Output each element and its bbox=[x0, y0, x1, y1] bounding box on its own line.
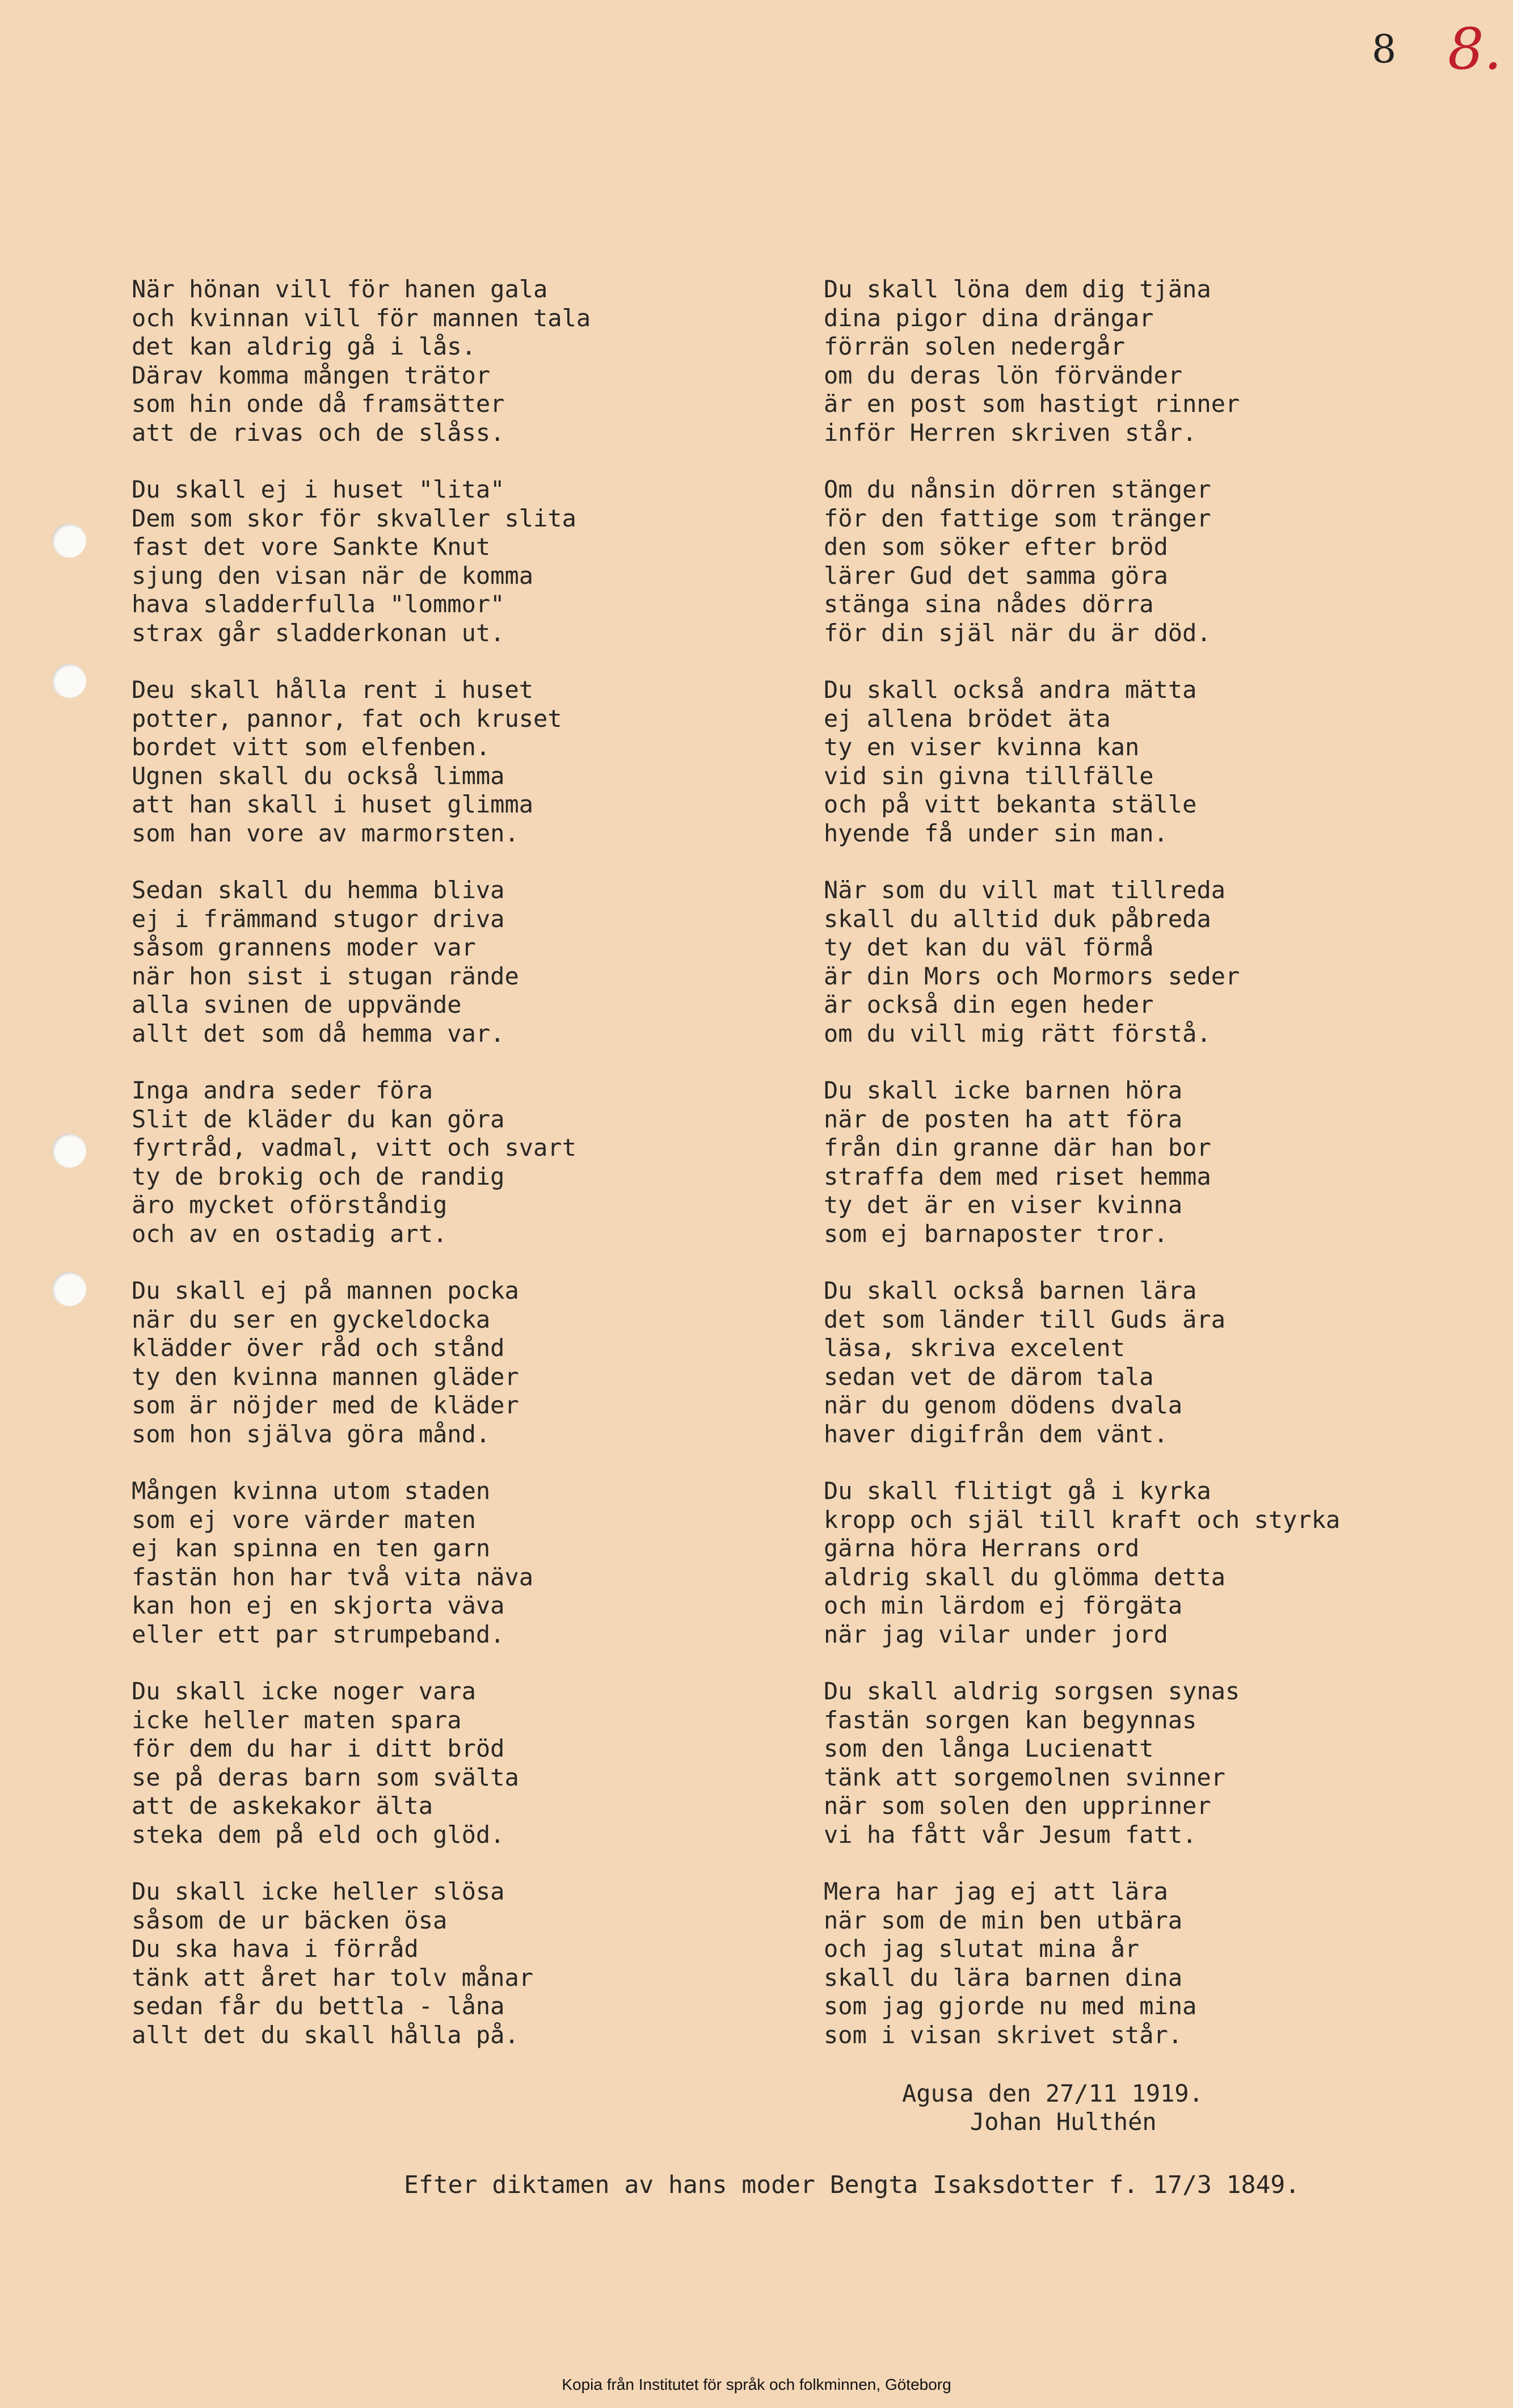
stanza bbox=[824, 1477, 1476, 1649]
verse-line: när hon sist i stugan rände bbox=[132, 962, 519, 990]
verse-line: hyende få under sin man. bbox=[824, 819, 1168, 847]
verse-line: som jag gjorde nu med mina bbox=[824, 1992, 1197, 2020]
verse-line: stänga sina nådes dörra bbox=[824, 590, 1154, 618]
verse-line: Mången kvinna utom staden bbox=[132, 1477, 491, 1505]
verse-line: och på vitt bekanta ställe bbox=[824, 790, 1197, 818]
verse-line: som i visan skrivet står. bbox=[824, 2020, 1183, 2049]
verse-line: och kvinnan vill för mannen tala bbox=[132, 304, 591, 332]
stanza bbox=[132, 876, 722, 1048]
verse-line: inför Herren skriven står. bbox=[824, 418, 1197, 447]
verse-line: se på deras barn som svälta bbox=[132, 1763, 519, 1791]
verse-line: som ej vore värder maten bbox=[132, 1505, 476, 1534]
archive-footer: Kopia från Institutet för språk och folkminnen, Göteborg bbox=[562, 2376, 951, 2393]
verse-line: ty det är en viser kvinna bbox=[824, 1191, 1183, 1219]
verse-line: läsa, skriva excelent bbox=[824, 1334, 1126, 1362]
verse-line: dina pigor dina drängar bbox=[824, 304, 1154, 332]
verse-line: fyrtråd, vadmal, vitt och svart bbox=[132, 1134, 576, 1161]
stanza bbox=[132, 1076, 722, 1248]
verse-line: ej kan spinna en ten garn bbox=[132, 1534, 491, 1562]
verse-line: från din granne där han bor bbox=[824, 1134, 1211, 1161]
verse-line: det kan aldrig gå i lås. bbox=[132, 332, 476, 360]
verse-line: fastän sorgen kan begynnas bbox=[824, 1706, 1197, 1734]
verse-line: När hönan vill för hanen gala bbox=[132, 275, 548, 303]
signature-date: Agusa den 27/11 1919. bbox=[902, 2079, 1204, 2107]
verse-line: sedan får du bettla - låna bbox=[132, 1992, 505, 2020]
stanza bbox=[132, 1877, 722, 2049]
verse-line: såsom grannens moder var bbox=[132, 933, 476, 961]
verse-line: sjung den visan när de komma bbox=[132, 561, 534, 590]
verse-line: strax går sladderkonan ut. bbox=[132, 618, 505, 647]
verse-line: vid sin givna tillfälle bbox=[824, 761, 1154, 790]
verse-line: ty de brokig och de randig bbox=[132, 1162, 505, 1190]
verse-line: när du genom dödens dvala bbox=[824, 1391, 1183, 1419]
stanza bbox=[824, 876, 1476, 1048]
verse-line: ej allena brödet äta bbox=[824, 704, 1111, 732]
verse-line: som är nöjder med de kläder bbox=[132, 1391, 519, 1419]
verse-line: Du skall ej på mannen pocka bbox=[132, 1277, 519, 1304]
verse-line: Du skall icke noger vara bbox=[132, 1677, 476, 1705]
verse-line: tänk att året har tolv månar bbox=[132, 1963, 534, 1992]
verse-line: ej i främmand stugor driva bbox=[132, 904, 505, 933]
verse-line: vi ha fått vår Jesum fatt. bbox=[824, 1820, 1197, 1849]
stanza bbox=[824, 676, 1476, 848]
verse-line: Du skall också andra mätta bbox=[824, 676, 1197, 704]
punch-hole bbox=[52, 524, 86, 558]
verse-line: äro mycket oförståndig bbox=[132, 1191, 448, 1219]
verse-line: kropp och själ till kraft och styrka bbox=[824, 1505, 1341, 1534]
verse-line: Du skall icke barnen höra bbox=[824, 1076, 1183, 1104]
verse-line: att de askekakor älta bbox=[132, 1792, 433, 1820]
verse-line: bordet vitt som elfenben. bbox=[132, 733, 491, 761]
verse-line: kan hon ej en skjorta väva bbox=[132, 1592, 505, 1619]
verse-line: och jag slutat mina år bbox=[824, 1935, 1140, 1963]
verse-line: är en post som hastigt rinner bbox=[824, 390, 1240, 418]
verse-line: att de rivas och de slåss. bbox=[132, 418, 505, 447]
verse-line: straffa dem med riset hemma bbox=[824, 1162, 1211, 1190]
verse-line: är också din egen heder bbox=[824, 991, 1154, 1018]
verse-line: sedan vet de därom tala bbox=[824, 1362, 1154, 1391]
page-number: 8 bbox=[1372, 27, 1397, 72]
verse-line: Du skall icke heller slösa bbox=[132, 1877, 505, 1905]
verse-line: Sedan skall du hemma bliva bbox=[132, 876, 505, 904]
verse-line: allt det som då hemma var. bbox=[132, 1019, 505, 1047]
verse-line: ty en viser kvinna kan bbox=[824, 733, 1140, 761]
verse-line: Ugnen skall du också limma bbox=[132, 761, 505, 790]
verse-line: Dem som skor för skvaller slita bbox=[132, 504, 576, 532]
verse-line: när som de min ben utbära bbox=[824, 1906, 1183, 1934]
punch-hole bbox=[52, 1272, 86, 1306]
poem-left-column bbox=[132, 275, 722, 2049]
verse-line: När som du vill mat tillreda bbox=[824, 876, 1226, 904]
verse-line: allt det du skall hålla på. bbox=[132, 2020, 519, 2049]
stanza bbox=[132, 475, 722, 647]
verse-line: som han vore av marmorsten. bbox=[132, 819, 519, 847]
verse-line: att han skall i huset glimma bbox=[132, 790, 534, 818]
verse-line: Mera har jag ej att lära bbox=[824, 1877, 1168, 1905]
verse-line: steka dem på eld och glöd. bbox=[132, 1820, 505, 1849]
verse-line: Inga andra seder föra bbox=[132, 1076, 433, 1104]
verse-line: Du skall också barnen lära bbox=[824, 1277, 1197, 1304]
stanza bbox=[824, 1877, 1476, 2049]
verse-line: skall du lära barnen dina bbox=[824, 1963, 1183, 1992]
verse-line: och min lärdom ej förgäta bbox=[824, 1592, 1183, 1619]
verse-line: haver digifrån dem vänt. bbox=[824, 1420, 1168, 1448]
verse-line: för dem du har i ditt bröd bbox=[132, 1735, 505, 1762]
stanza bbox=[824, 1277, 1476, 1449]
verse-line: gärna höra Herrans ord bbox=[824, 1534, 1140, 1562]
verse-line: det som länder till Guds ära bbox=[824, 1305, 1226, 1333]
verse-line: Därav komma mången trätor bbox=[132, 361, 491, 389]
verse-line: eller ett par strumpeband. bbox=[132, 1620, 505, 1648]
verse-line: alla svinen de uppvände bbox=[132, 991, 462, 1018]
verse-line: för din själ när du är död. bbox=[824, 618, 1211, 647]
verse-line: skall du alltid duk påbreda bbox=[824, 904, 1211, 933]
verse-line: för den fattige som tränger bbox=[824, 504, 1211, 532]
verse-line: och av en ostadig art. bbox=[132, 1219, 448, 1248]
page-number-handwritten: 8. bbox=[1448, 16, 1502, 82]
stanza bbox=[824, 475, 1476, 647]
verse-line: potter, pannor, fat och kruset bbox=[132, 704, 562, 732]
verse-line: Du skall löna dem dig tjäna bbox=[824, 275, 1211, 303]
verse-line: icke heller maten spara bbox=[132, 1706, 462, 1734]
verse-line: när som solen den upprinner bbox=[824, 1792, 1211, 1820]
stanza bbox=[132, 275, 722, 447]
stanza bbox=[132, 1477, 722, 1649]
stanza bbox=[132, 1677, 722, 1849]
verse-line: Du skall aldrig sorgsen synas bbox=[824, 1677, 1240, 1705]
verse-line: Du skall ej i huset "lita" bbox=[132, 475, 505, 503]
stanza bbox=[824, 1677, 1476, 1849]
verse-line: som hin onde då framsätter bbox=[132, 390, 505, 418]
verse-line: tänk att sorgemolnen svinner bbox=[824, 1763, 1226, 1791]
verse-line: om du vill mig rätt förstå. bbox=[824, 1019, 1211, 1047]
signature-name: Johan Hulthén bbox=[970, 2108, 1157, 2136]
source-note: Efter diktamen av hans moder Bengta Isaksdotter f. 17/3 1849. bbox=[404, 2171, 1300, 2199]
stanza bbox=[132, 1277, 722, 1449]
verse-line: när de posten ha att föra bbox=[824, 1105, 1183, 1133]
verse-line: ty den kvinna mannen gläder bbox=[132, 1362, 519, 1391]
verse-line: hava sladderfulla "lommor" bbox=[132, 590, 505, 618]
verse-line: Om du nånsin dörren stänger bbox=[824, 475, 1211, 503]
verse-line: som den långa Lucienatt bbox=[824, 1735, 1154, 1762]
verse-line: är din Mors och Mormors seder bbox=[824, 962, 1240, 990]
verse-line: Slit de kläder du kan göra bbox=[132, 1105, 505, 1133]
verse-line: såsom de ur bäcken ösa bbox=[132, 1906, 448, 1934]
verse-line: Du ska hava i förråd bbox=[132, 1935, 419, 1963]
stanza bbox=[132, 676, 722, 848]
poem-right-column bbox=[824, 275, 1476, 2049]
punch-hole bbox=[52, 664, 86, 698]
verse-line: lärer Gud det samma göra bbox=[824, 561, 1168, 590]
verse-line: Du skall flitigt gå i kyrka bbox=[824, 1477, 1211, 1505]
verse-line: när du ser en gyckeldocka bbox=[132, 1305, 491, 1333]
verse-line: ty det kan du väl förmå bbox=[824, 933, 1154, 961]
verse-line: Deu skall hålla rent i huset bbox=[132, 676, 534, 704]
verse-line: som hon själva göra månd. bbox=[132, 1420, 491, 1448]
verse-line: förrän solen nedergår bbox=[824, 332, 1126, 360]
punch-hole bbox=[52, 1134, 86, 1168]
verse-line: fast det vore Sankte Knut bbox=[132, 533, 491, 561]
stanza bbox=[824, 1076, 1476, 1248]
verse-line: när jag vilar under jord bbox=[824, 1620, 1168, 1648]
verse-line: klädder över råd och stånd bbox=[132, 1334, 505, 1362]
verse-line: den som söker efter bröd bbox=[824, 533, 1168, 561]
verse-line: som ej barnaposter tror. bbox=[824, 1219, 1168, 1248]
verse-line: om du deras lön förvänder bbox=[824, 361, 1183, 389]
stanza bbox=[824, 275, 1476, 447]
verse-line: aldrig skall du glömma detta bbox=[824, 1563, 1226, 1591]
verse-line: fastän hon har två vita näva bbox=[132, 1563, 534, 1591]
